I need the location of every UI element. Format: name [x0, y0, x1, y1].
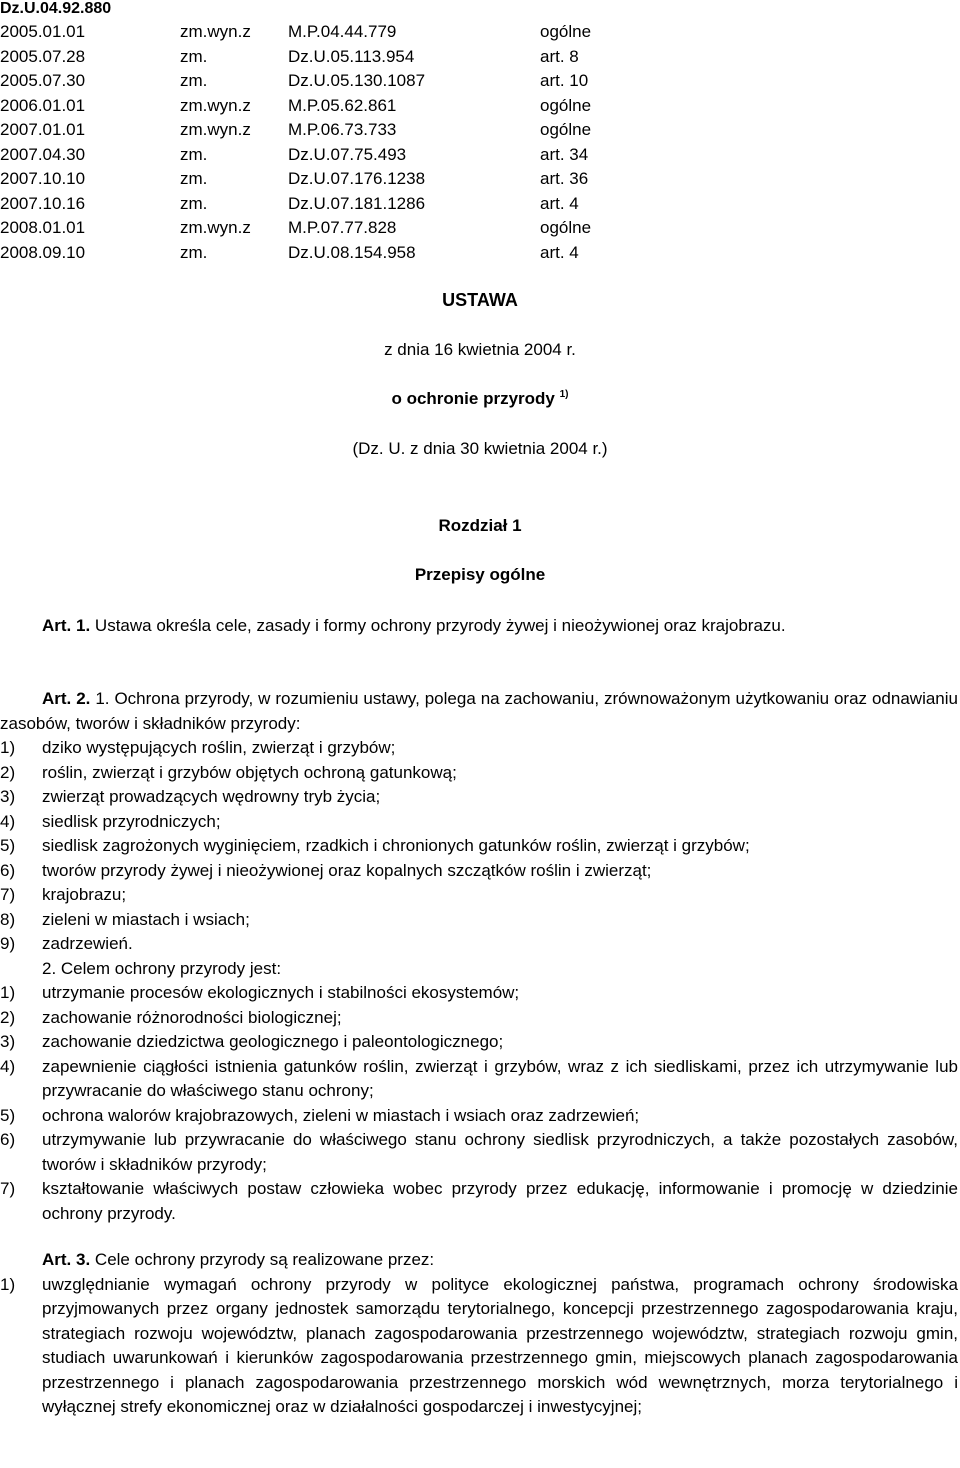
amendment-row	[0, 216, 960, 241]
act-publication: (Dz. U. z dnia 30 kwietnia 2004 r.)	[352, 439, 608, 458]
amendment-scope: ogólne	[540, 218, 592, 237]
list-item-text: zapewnienie ciągłości istnienia gatunków roślin, zwierząt i grzybów, wraz z ich siedliskami, przez ich utrzymywanie lub przywracanie do właściwego stanu ochrony;	[42, 1056, 958, 1100]
list-item	[0, 1273, 958, 1420]
article-3-text: Cele ochrony przyrody są realizowane przez:	[94, 1250, 435, 1269]
act-date: z dnia 16 kwietnia 2004 r.	[384, 340, 576, 359]
article-3-list	[0, 1273, 958, 1420]
list-item	[0, 1030, 958, 1055]
amendment-row	[0, 69, 960, 94]
chapter-number: Rozdział 1	[438, 516, 522, 535]
amendments-table	[0, 20, 960, 265]
list-item-number: 7)	[0, 1179, 16, 1198]
amendment-date: 2007.10.16	[0, 193, 86, 213]
amendment-date: 2005.07.30	[0, 71, 86, 90]
amendment-row	[0, 45, 960, 70]
article-2-p2-list	[0, 981, 958, 1226]
list-item	[0, 1128, 958, 1177]
amendment-date: 2005.07.28	[0, 46, 86, 66]
list-item-number: 3)	[0, 787, 16, 806]
amendment-scope: ogólne	[540, 120, 592, 139]
list-item-text: roślin, zwierząt i grzybów objętych ochroną gatunkową;	[42, 762, 457, 782]
article-3-intro	[0, 1248, 958, 1273]
list-item	[0, 908, 958, 933]
chapter-title: Przepisy ogólne	[414, 565, 546, 584]
list-item	[0, 834, 958, 859]
act-title	[0, 389, 960, 409]
list-item-text: kształtowanie właściwych postaw człowieka wobec przyrody przez edukację, informowanie i promocję w dziedzinie ochrony przyrody.	[42, 1179, 958, 1223]
list-item	[0, 932, 958, 957]
list-item-number: 2)	[0, 762, 16, 782]
list-item	[0, 810, 958, 835]
article-2-p2-intro: 2. Celem ochrony przyrody jest:	[42, 958, 282, 978]
amendment-reference: Dz.U.07.75.493	[288, 144, 407, 164]
amendment-row	[0, 118, 960, 143]
amendment-row	[0, 20, 960, 45]
list-item	[0, 981, 958, 1006]
list-item-text: krajobrazu;	[42, 885, 127, 904]
amendment-type: zm.	[180, 144, 208, 164]
list-item	[0, 859, 958, 884]
list-item-text: tworów przyrody żywej i nieożywionej oraz kopalnych szczątków roślin i zwierząt;	[42, 860, 652, 880]
list-item-text: siedlisk zagrożonych wyginięciem, rzadkich i chronionych gatunków roślin, zwierząt i grzybów;	[42, 836, 750, 855]
list-item-number: 4)	[0, 811, 16, 831]
amendment-scope: ogólne	[540, 22, 592, 41]
list-item-number: 8)	[0, 909, 16, 929]
list-item-number: 5)	[0, 836, 16, 855]
list-item-text: ochrona walorów krajobrazowych, zieleni w miastach i wsiach oraz zadrzewień;	[42, 1105, 640, 1125]
article-3-label: Art. 3.	[42, 1250, 91, 1269]
list-item	[0, 1177, 958, 1226]
list-item-text: zachowanie różnorodności biologicznej;	[42, 1007, 342, 1027]
act-title-text: o ochronie przyrody	[391, 389, 555, 408]
amendment-type: zm.wyn.z	[180, 218, 251, 237]
amendment-scope: art. 4	[540, 242, 579, 262]
article-1	[0, 614, 958, 639]
list-item-number: 4)	[0, 1056, 16, 1076]
amendment-type: zm.	[180, 71, 208, 90]
amendment-date: 2008.09.10	[0, 242, 86, 262]
article-2-p1-number: 1.	[95, 689, 110, 708]
amendment-date: 2008.01.01	[0, 218, 86, 237]
list-item-number: 7)	[0, 885, 16, 904]
amendment-reference: M.P.05.62.861	[288, 95, 397, 115]
amendment-scope: art. 4	[540, 193, 579, 213]
amendment-reference: Dz.U.08.154.958	[288, 242, 416, 262]
amendment-date: 2007.01.01	[0, 120, 86, 139]
list-item-text: zieleni w miastach i wsiach;	[42, 909, 250, 929]
list-item-number: 6)	[0, 860, 16, 880]
amendment-scope: art. 8	[540, 46, 579, 66]
list-item-text: dziko występujących roślin, zwierząt i grzybów;	[42, 738, 396, 757]
amendment-row	[0, 94, 960, 119]
article-1-label: Art. 1.	[42, 616, 91, 635]
amendment-scope: art. 34	[540, 144, 589, 164]
footnote-marker: 1)	[559, 389, 569, 400]
list-item-text: zwierząt prowadzących wędrowny tryb życia;	[42, 787, 381, 806]
amendment-date: 2007.04.30	[0, 144, 86, 164]
article-2-paragraph-1	[0, 687, 958, 736]
list-item	[0, 1104, 958, 1129]
list-item-number: 1)	[0, 1274, 16, 1294]
amendment-reference: M.P.04.44.779	[288, 22, 397, 41]
list-item	[0, 736, 958, 761]
list-item-text: utrzymanie procesów ekologicznych i stabilności ekosystemów;	[42, 983, 520, 1002]
amendment-reference: Dz.U.07.176.1238	[288, 169, 426, 188]
article-2	[0, 687, 958, 1226]
amendment-reference: M.P.06.73.733	[288, 120, 397, 139]
list-item	[0, 1006, 958, 1031]
list-item-text: zadrzewień.	[42, 934, 133, 953]
list-item-number: 9)	[0, 934, 16, 953]
amendment-scope: art. 36	[540, 169, 589, 188]
amendment-reference: Dz.U.05.113.954	[288, 46, 415, 66]
list-item-text: utrzymywanie lub przywracanie do właściwego stanu ochrony siedlisk przyrodniczych, a także pozostałych zasobów, tworów i składników przyrody;	[42, 1130, 958, 1174]
list-item-number: 6)	[0, 1130, 16, 1149]
amendment-date: 2007.10.10	[0, 169, 86, 188]
list-item-text: zachowanie dziedzictwa geologicznego i paleontologicznego;	[42, 1032, 504, 1051]
amendment-row	[0, 167, 960, 192]
list-item-number: 3)	[0, 1032, 16, 1051]
amendment-type: zm.	[180, 193, 208, 213]
amendment-row	[0, 241, 960, 266]
list-item-number: 1)	[0, 738, 16, 757]
list-item-number: 2)	[0, 1007, 16, 1027]
list-item	[0, 1055, 958, 1104]
act-type: USTAWA	[442, 290, 518, 310]
article-1-text: Ustawa określa cele, zasady i formy ochrony przyrody żywej i nieożywionej oraz krajobrazu.	[94, 616, 786, 635]
list-item	[0, 761, 958, 786]
list-item-number: 1)	[0, 983, 16, 1002]
list-item	[0, 785, 958, 810]
amendment-reference: Dz.U.07.181.1286	[288, 193, 426, 213]
amendment-row	[0, 143, 960, 168]
amendment-date: 2006.01.01	[0, 95, 86, 115]
amendment-date: 2005.01.01	[0, 22, 86, 41]
amendment-type: zm.wyn.z	[180, 120, 251, 139]
amendment-reference: Dz.U.05.130.1087	[288, 71, 426, 90]
article-2-p1-text: Ochrona przyrody, w rozumieniu ustawy, polega na zachowaniu, zrównoważonym użytkowaniu oraz odnawianiu zasobów, tworów i składników przyrody:	[0, 689, 958, 733]
amendment-type: zm.	[180, 46, 208, 66]
amendment-scope: art. 10	[540, 71, 589, 90]
amendment-type: zm.	[180, 242, 208, 262]
list-item-number: 5)	[0, 1105, 16, 1125]
amendment-type: zm.	[180, 169, 208, 188]
article-3	[0, 1248, 958, 1420]
document-reference: Dz.U.04.92.880	[0, 0, 112, 17]
list-item-text: uwzględnianie wymagań ochrony przyrody w polityce ekologicznej państwa, programach ochrony środowiska przyjmowanych przez organy jednostek samorządu terytorialnego, koncepcji przestrzennego zagospodarowania kraju, strategiach rozwoju województw, planach zagospodarowania przestrzennego województw, strategiach rozwoju gmin, studiach uwarunkowań i kierunków zagospodarowania przestrzennego gmin, miejscowych planach zagospodarowania przestrzennego i planach zagospodarowania przestrzennego morskich wód wewnętrznych, morza terytorialnego i wyłącznej strefy ekonomicznej oraz w działalności gospodarczej i inwestycyjnej;	[42, 1274, 958, 1416]
article-2-p1-list	[0, 736, 958, 957]
article-2-label: Art. 2.	[42, 689, 91, 708]
amendment-row	[0, 192, 960, 217]
list-item	[0, 883, 958, 908]
amendment-type: zm.wyn.z	[180, 22, 251, 41]
amendment-reference: M.P.07.77.828	[288, 218, 397, 237]
amendment-type: zm.wyn.z	[180, 95, 251, 115]
amendment-scope: ogólne	[540, 95, 592, 115]
list-item-text: siedlisk przyrodniczych;	[42, 811, 221, 831]
